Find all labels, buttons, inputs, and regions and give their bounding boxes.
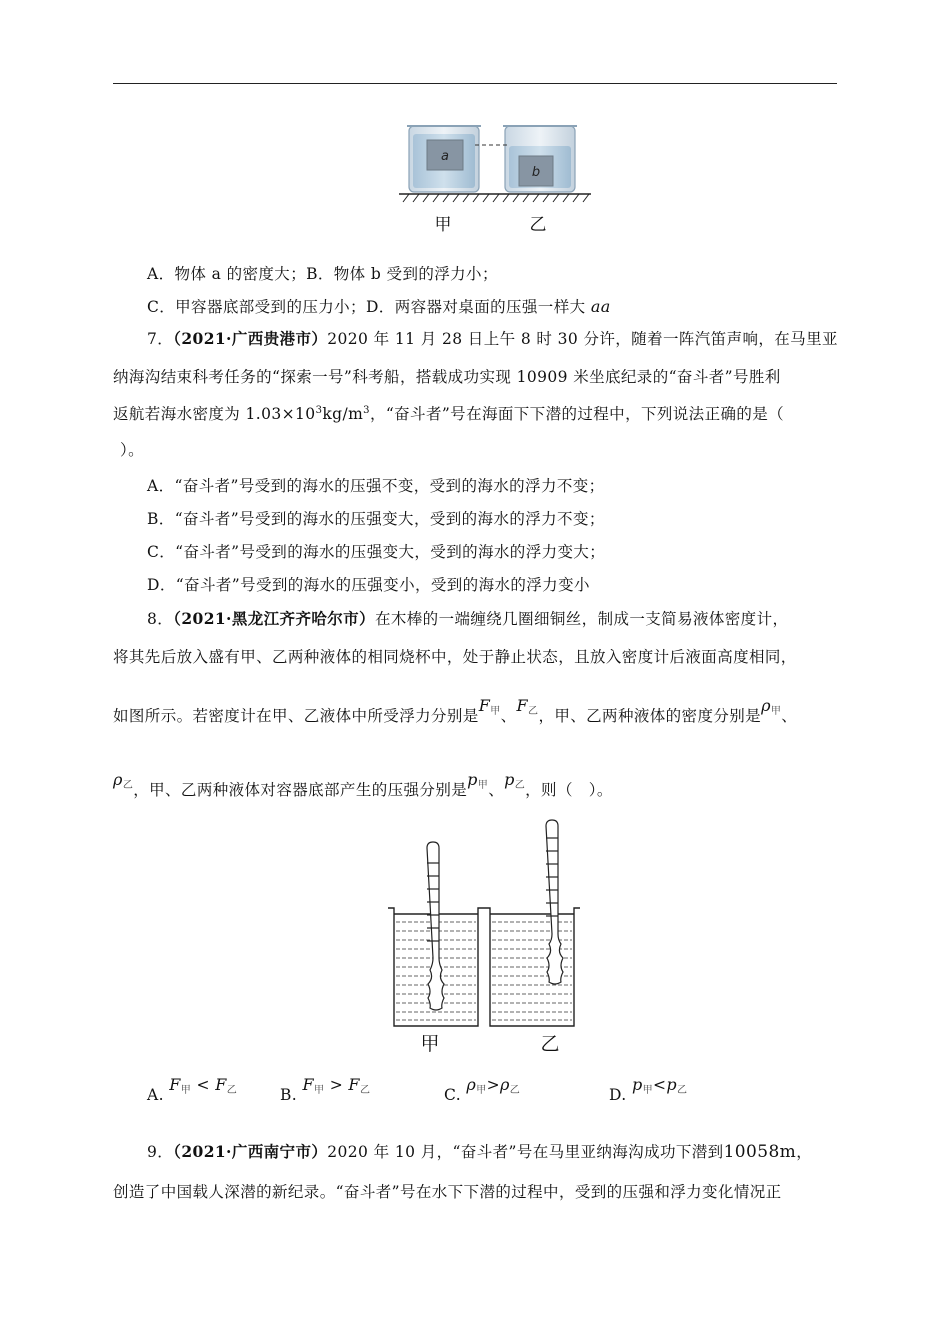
hydrometer-yi xyxy=(546,820,563,984)
block-b xyxy=(519,156,553,186)
q8-option-d: D. $p_甲<p_乙$ xyxy=(609,1075,688,1104)
q8-line2: 将其先后放入盛有甲、乙两种液体的相同烧杯中，处于静止状态，且放入密度计后液面高度相同， xyxy=(113,648,797,666)
q7-line1: 7．（2021·广西贵港市）2020 年 11 月 28 日上午 8 时 30 分许，随着一阵汽笛声响，在马里亚 xyxy=(147,329,838,348)
caption-hydro-yi: 乙 xyxy=(540,1033,560,1055)
q7-line4: ）。 xyxy=(120,441,145,459)
header-rule xyxy=(113,83,837,84)
hydrometer-jia xyxy=(427,842,444,1010)
q7-option-b: B．“奋斗者”号受到的海水的压强变大，受到的海水的浮力不变； xyxy=(147,510,605,528)
q7-line3: 返航若海水密度为 $1.03\times 10^3kg/m^3$，“奋斗者”号在海面下下潜的过程中，下列说法正确的是（ xyxy=(113,405,785,423)
q9-line1: 9．（2021·广西南宁市）2020 年 10 月，“奋斗者”号在马里亚纳海沟成功下潜到10058m， xyxy=(147,1142,813,1162)
q8-line1: 8．（2021·黑龙江齐齐哈尔市）在木棒的一端缠绕几圈细铜丝，制成一支简易液体密度计， xyxy=(147,609,789,628)
block-a xyxy=(427,140,463,170)
svg-text:a: a xyxy=(441,149,449,164)
q9-line2: 创造了中国载人深潜的新纪录。“奋斗者”号在水下下潜的过程中，受到的压强和浮力变化情况正 xyxy=(113,1183,782,1201)
q7-option-d: D．“奋斗者”号受到的海水的压强变小，受到的海水的浮力变小 xyxy=(147,576,590,594)
q8-line3: 如图所示。若密度计在甲、乙液体中所受浮力分别是$F_甲$、$F_乙$，甲、乙两种液体的密度分别是$\rho_甲$、 xyxy=(113,696,798,725)
caption-yi: 乙 xyxy=(529,215,547,235)
q6-options-line2: C．甲容器底部受到的压力小；D．两容器对桌面的压强一样大 aa xyxy=(147,297,611,316)
svg-text:b: b xyxy=(531,165,541,180)
q8-option-a: A. $F_甲 < F_乙$ xyxy=(147,1075,238,1104)
caption-hydro-jia: 甲 xyxy=(420,1033,440,1055)
q8-option-b: B. $F_甲 > F_乙$ xyxy=(280,1075,371,1104)
caption-jia: 甲 xyxy=(434,215,452,235)
q7-option-c: C．“奋斗者”号受到的海水的压强变大，受到的海水的浮力变大； xyxy=(147,543,606,561)
q8-line4: $\rho_乙$，甲、乙两种液体对容器底部产生的压强分别是$p_甲$、$p_乙$，则（ ）。 xyxy=(113,770,613,799)
q6-options-line1: A．物体 a 的密度大；B．物体 b 受到的浮力小； xyxy=(147,265,498,283)
figure-containers xyxy=(395,118,595,238)
q7-line2: 纳海沟结束科考任务的“探索一号”科考船，搭载成功实现 10909 米坐底纪录的“奋斗者”号胜利 xyxy=(113,368,781,386)
q8-option-c: C. $\rho_甲>\rho_乙$ xyxy=(444,1075,521,1104)
figure-hydrometers xyxy=(380,818,580,1058)
q7-option-a: A．“奋斗者”号受到的海水的压强不变，受到的海水的浮力不变； xyxy=(147,477,605,495)
ground-hatch xyxy=(403,194,589,202)
